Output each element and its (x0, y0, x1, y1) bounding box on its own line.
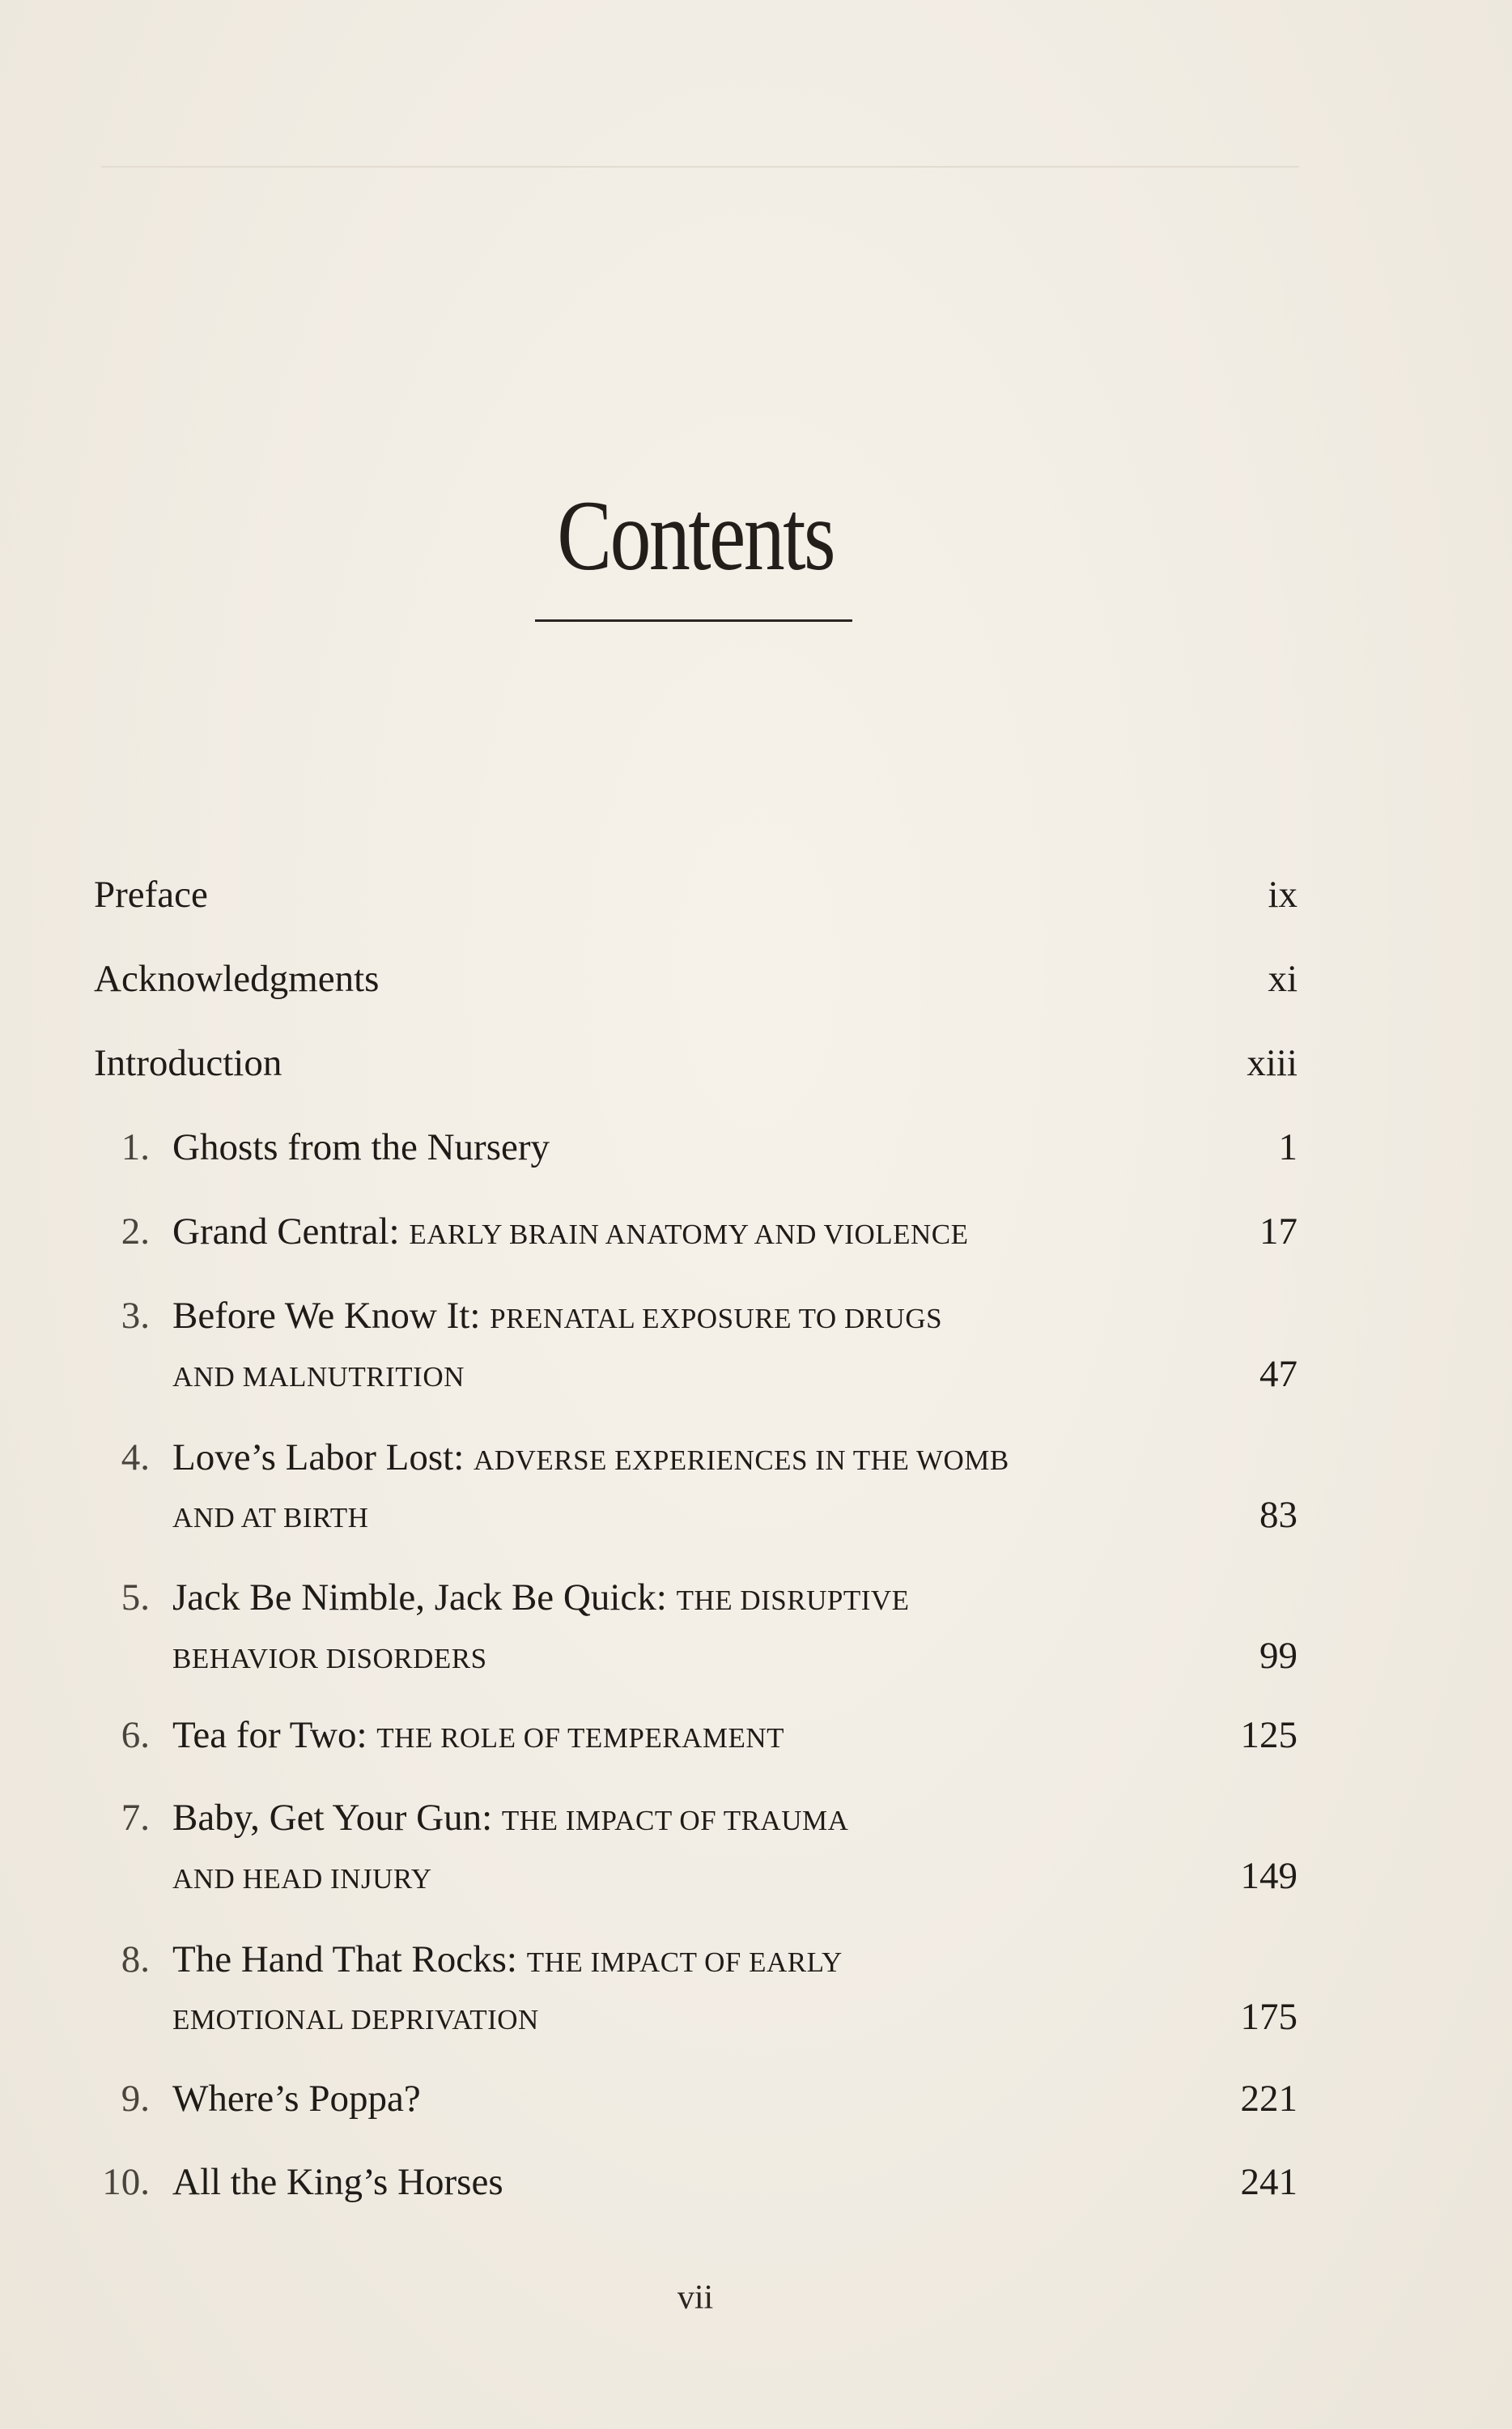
chapter-title: All the King’s Horses (172, 2161, 503, 2203)
chapter-title-line (172, 1793, 848, 1845)
chapter-page: 221 (1240, 2078, 1298, 2120)
chapter-subtitle-continued: AND HEAD INJURY (172, 1863, 432, 1895)
chapter-number: 8. (121, 1938, 150, 1980)
toc-chapter-7 (0, 1793, 1512, 1842)
toc-chapter-5-continued (0, 1631, 1512, 1680)
chapter-title-line (172, 1573, 910, 1625)
chapter-title: Love’s Labor Lost: (172, 1436, 465, 1478)
toc-chapter-8 (0, 1935, 1512, 1984)
chapter-subtitle-continued: BEHAVIOR DISORDERS (172, 1643, 487, 1674)
page-title: Contents (557, 480, 835, 591)
chapter-title: Before We Know It: (172, 1295, 481, 1337)
toc-entry-page: ix (1268, 874, 1298, 916)
chapter-subtitle: THE ROLE OF TEMPERAMENT (376, 1722, 785, 1754)
chapter-number: 9. (121, 2078, 150, 2120)
chapter-page: 99 (1259, 1635, 1298, 1677)
chapter-number: 6. (121, 1714, 150, 1756)
chapter-title-line (172, 2158, 503, 2206)
chapter-subtitle-line2 (172, 1491, 368, 1542)
chapter-title-line (172, 1291, 942, 1343)
toc-chapter-10 (0, 2158, 1512, 2206)
chapter-page: 175 (1240, 1996, 1298, 2038)
chapter-title: Ghosts from the Nursery (172, 1126, 550, 1168)
chapter-number: 1. (121, 1126, 150, 1168)
toc-chapter-1 (0, 1123, 1512, 1172)
chapter-subtitle-continued: AND MALNUTRITION (172, 1361, 465, 1393)
chapter-page: 83 (1259, 1494, 1298, 1536)
bleed-through-rule (101, 166, 1299, 168)
chapter-subtitle-line2 (172, 1852, 432, 1904)
chapter-number: 4. (121, 1436, 150, 1478)
toc-chapter-8-continued (0, 1993, 1512, 2041)
toc-chapter-6 (0, 1711, 1512, 1759)
toc-entry-acknowledgments (0, 955, 1512, 1003)
chapter-page: 241 (1240, 2161, 1298, 2203)
chapter-title: Tea for Two: (172, 1714, 367, 1756)
chapter-subtitle: THE IMPACT OF TRAUMA (501, 1805, 849, 1836)
toc-entry-label: Acknowledgments (94, 958, 380, 1000)
chapter-subtitle: ADVERSE EXPERIENCES IN THE WOMB (474, 1444, 1009, 1476)
toc-chapter-2 (0, 1207, 1512, 1256)
toc-chapter-3-continued (0, 1350, 1512, 1398)
chapter-page: 47 (1259, 1353, 1298, 1395)
toc-chapter-9 (0, 2074, 1512, 2123)
chapter-subtitle: PRENATAL EXPOSURE TO DRUGS (490, 1303, 943, 1334)
toc-entry-page: xiii (1247, 1042, 1298, 1084)
chapter-title-line (172, 1433, 1009, 1485)
chapter-subtitle-line2 (172, 1631, 487, 1683)
chapter-title-line (172, 1207, 968, 1259)
chapter-number: 7. (121, 1797, 150, 1839)
chapter-title: Grand Central: (172, 1210, 400, 1253)
toc-entry-preface (0, 870, 1512, 919)
chapter-page: 1 (1278, 1126, 1298, 1168)
toc-chapter-7-continued (0, 1852, 1512, 1900)
toc-chapter-4 (0, 1433, 1512, 1482)
chapter-title-line (172, 2074, 421, 2123)
toc-chapter-5 (0, 1573, 1512, 1622)
chapter-subtitle: THE IMPACT OF EARLY (526, 1946, 843, 1978)
chapter-page: 149 (1240, 1855, 1298, 1897)
chapter-title: The Hand That Rocks: (172, 1938, 517, 1980)
toc-entry-introduction (0, 1039, 1512, 1087)
toc-entry-label: Preface (94, 874, 208, 916)
chapter-page: 17 (1259, 1210, 1298, 1253)
chapter-subtitle: THE DISRUPTIVE (676, 1585, 910, 1616)
chapter-page: 125 (1240, 1714, 1298, 1756)
chapter-title: Baby, Get Your Gun: (172, 1797, 493, 1839)
chapter-number: 5. (121, 1576, 150, 1619)
toc-chapter-4-continued (0, 1491, 1512, 1539)
chapter-subtitle-continued: AND AT BIRTH (172, 1502, 369, 1534)
toc-entry-page: xi (1268, 958, 1298, 1000)
chapter-number: 10. (102, 2161, 150, 2203)
chapter-number: 3. (121, 1295, 150, 1337)
toc-entry-label: Introduction (94, 1042, 282, 1084)
chapter-subtitle-line2 (172, 1350, 465, 1402)
chapter-title-line (172, 1711, 784, 1763)
chapter-title: Jack Be Nimble, Jack Be Quick: (172, 1576, 667, 1619)
chapter-number: 2. (121, 1210, 150, 1253)
chapter-subtitle-continued: EMOTIONAL DEPRIVATION (172, 2004, 539, 2036)
chapter-title-line (172, 1123, 550, 1172)
chapter-subtitle-line2 (172, 1993, 539, 2044)
chapter-subtitle: EARLY BRAIN ANATOMY AND VIOLENCE (409, 1219, 969, 1250)
title-underline (535, 619, 852, 622)
chapter-title: Where’s Poppa? (172, 2078, 421, 2120)
chapter-title-line (172, 1935, 843, 1987)
page-folio: vii (677, 2279, 714, 2316)
toc-chapter-3 (0, 1291, 1512, 1340)
